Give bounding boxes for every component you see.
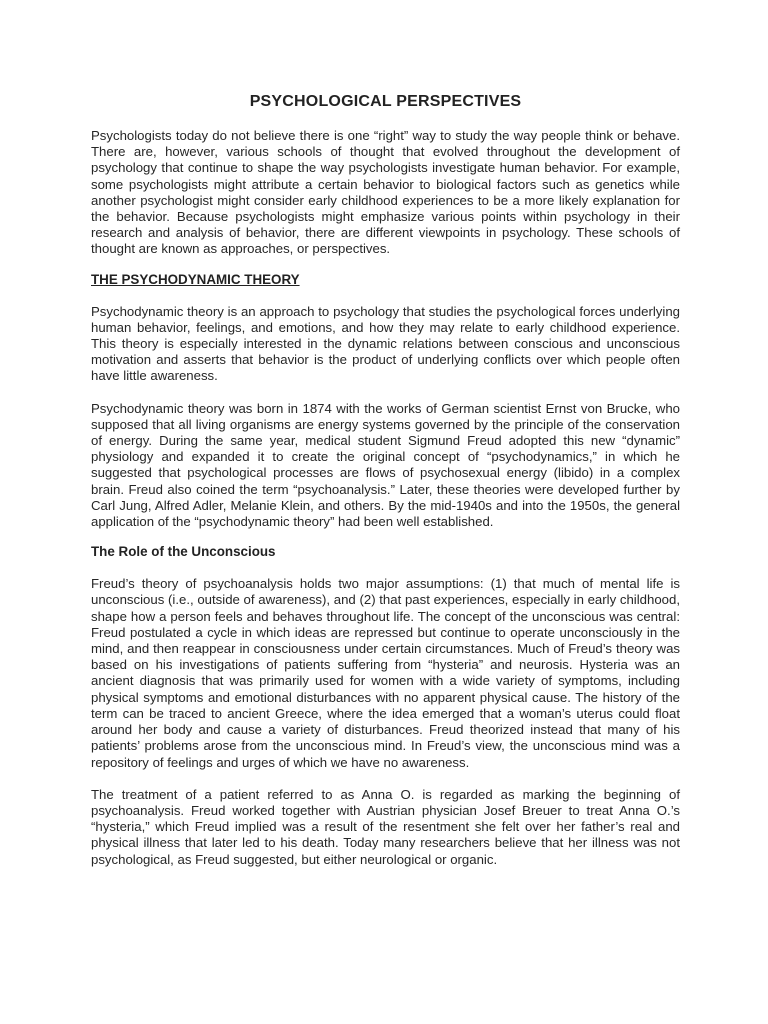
section2-paragraph-1: Freud’s theory of psychoanalysis holds two major assumptions: (1) that much of mental life is unconscious (i.e., outside of awareness), and (2) that past experiences, especially in early childhood, shape how a person feels and behaves throughout life. The concept of the unconscious was central: Freud postulated a cycle in which ideas are repressed but continue to operate unconsciously in the mind, and then reappear in consciousness under certain circumstances. Much of Freud’s theory was based on his investigations of patients suffering from “hysteria” and neurosis. Hysteria was an ancient diagnosis that was primarily used for women with a wide variety of symptoms, including physical symptoms and emotional disturbances with no apparent physical cause. The history of the term can be traced to ancient Greece, where the idea emerged that a woman’s uterus could float around her body and cause a variety of disturbances. Freud theorized instead that many of his patients’ problems arose from the unconscious mind. In Freud’s view, the unconscious mind was a repository of feelings and urges of which we have no awareness. <box>91 576 680 770</box>
section-heading-psychodynamic-theory: THE PSYCHODYNAMIC THEORY <box>91 271 300 287</box>
intro-paragraph: Psychologists today do not believe there is one “right” way to study the way people think or behave. There are, however, various schools of thought that evolved throughout the development of psychology that continue to shape the way psychologists investigate human behavior. For example, some psychologists might attribute a certain behavior to biological factors such as genetics while another psychologist might consider early childhood experiences to be a more likely explanation for the behavior. Because psychologists might emphasize various points within psychology in their research and analysis of behavior, there are different viewpoints in psychology. These schools of thought are known as approaches, or perspectives. <box>91 128 680 257</box>
page-title: PSYCHOLOGICAL PERSPECTIVES <box>249 93 522 110</box>
spacer <box>91 530 680 544</box>
spacer <box>91 560 680 576</box>
spacer <box>91 258 680 272</box>
spacer <box>91 385 680 401</box>
section2-paragraph-2: The treatment of a patient referred to as Anna O. is regarded as marking the beginning of psychoanalysis. Freud worked together with Austrian physician Josef Breuer to treat Anna O.’s “hysteria,” which Freud implied was a result of the resentment she felt over her father’s real and physical illness that later led to his death. Today many researchers believe that her illness was not psychological, as Freud suggested, but either neurological or organic. <box>91 786 680 867</box>
spacer <box>91 288 680 304</box>
section1-paragraph-2: Psychodynamic theory was born in 1874 with the works of German scientist Ernst von Brucke, who supposed that all living organisms are energy systems governed by the principle of the conservation of energy. During the same year, medical student Sigmund Freud adopted this new “dynamic” physiology and expanded it to create the original concept of “psychodynamics,” in which he suggested that psychological processes are flows of psychosexual energy (libido) in a complex brain. Freud also coined the term “psychoanalysis.” Later, these theories were developed further by Carl Jung, Alfred Adler, Melanie Klein, and others. By the mid-1940s and into the 1950s, the general application of the “psychodynamic theory” had been well established. <box>91 400 680 530</box>
spacer <box>91 771 680 787</box>
section1-paragraph-1: Psychodynamic theory is an approach to psychology that studies the psychological forces underlying human behavior, feelings, and emotions, and how they may relate to early childhood experience. This theory is especially interested in the dynamic relations between conscious and unconscious motivation and asserts that behavior is the product of underlying conflicts over which people often have little awareness. <box>91 303 680 384</box>
section-heading-role-of-unconscious: The Role of the Unconscious <box>91 544 276 560</box>
